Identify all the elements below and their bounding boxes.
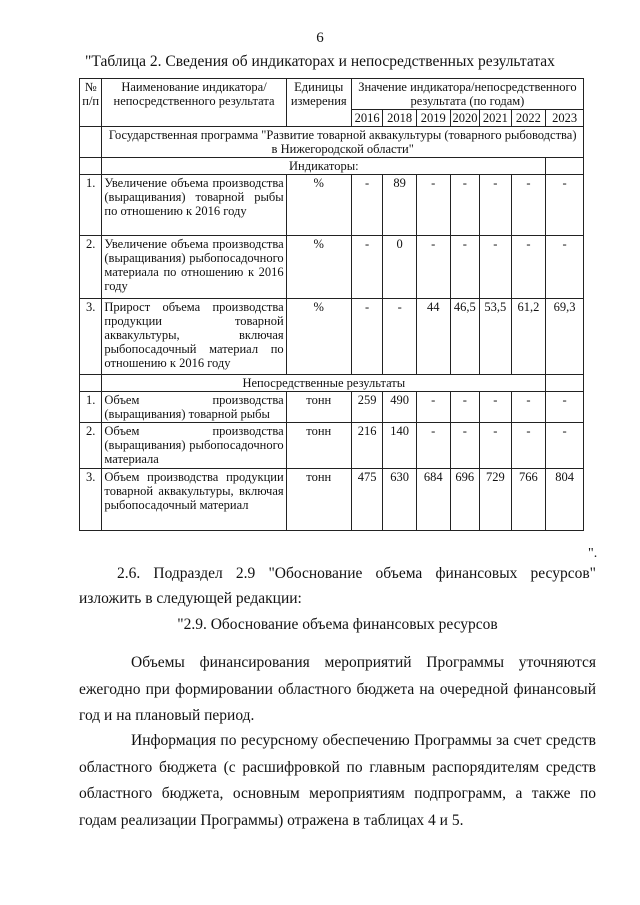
paragraph-resources: Информация по ресурсному обеспечению Программы за счет средств областного бюджета (с расшифровкой по главным распорядителям средств областного бюджета, основным мероприятиям подпрограмм, а также по годам реализации Программы) отражена в таблицах 4 и 5.: [79, 732, 596, 829]
year-cell: 2019: [416, 110, 450, 127]
value-cell: -: [351, 236, 383, 299]
value-cell: -: [383, 299, 417, 375]
row-unit: тонн: [286, 469, 351, 531]
row-number: 3.: [80, 469, 102, 531]
results-label: Непосредственные результаты: [102, 375, 546, 392]
value-cell: -: [351, 175, 383, 236]
indicators-label-row: [80, 158, 584, 175]
year-cell: 2018: [383, 110, 417, 127]
year-cell: 2020: [450, 110, 480, 127]
empty-cell: [80, 158, 102, 175]
value-cell: -: [416, 392, 450, 423]
value-cell: -: [351, 299, 383, 375]
value-cell: 53,5: [480, 299, 512, 375]
table-row: [80, 236, 584, 299]
row-unit: %: [286, 236, 351, 299]
header-num: № п/п: [80, 79, 102, 127]
value-cell: -: [511, 236, 546, 299]
year-cell: 2016: [351, 110, 383, 127]
table-row: [80, 175, 584, 236]
table-row: [80, 299, 584, 375]
value-cell: 475: [351, 469, 383, 531]
value-cell: 44: [416, 299, 450, 375]
row-unit: %: [286, 299, 351, 375]
value-cell: 61,2: [511, 299, 546, 375]
year-cell: 2021: [480, 110, 512, 127]
value-cell: -: [416, 175, 450, 236]
header-name: Наименование индикатора/непосредственного результата: [102, 79, 286, 127]
empty-cell: [546, 158, 584, 175]
empty-cell: [80, 375, 102, 392]
row-number: 1.: [80, 392, 102, 423]
program-title: Государственная программа "Развитие товарной аквакультуры (товарного рыбоводства) в Нижегородской области": [102, 127, 584, 158]
value-cell: -: [450, 175, 480, 236]
table-end-quote: ".: [588, 546, 598, 561]
value-cell: 259: [351, 392, 383, 423]
row-name: Увеличение объема производства (выращивания) товарной рыбы по отношению к 2016 году: [102, 175, 286, 236]
row-name: Увеличение объема производства (выращивания) рыбопосадочного материала по отношению к 2016 году: [102, 236, 286, 299]
empty-cell: [80, 127, 102, 158]
row-unit: тонн: [286, 423, 351, 469]
value-cell: 684: [416, 469, 450, 531]
empty-cell: [546, 375, 584, 392]
header-units: Единицы измерения: [286, 79, 351, 127]
table-row: [80, 423, 584, 469]
value-cell: -: [480, 236, 512, 299]
value-cell: 490: [383, 392, 417, 423]
indicators-table: [79, 78, 584, 531]
value-cell: -: [511, 423, 546, 469]
value-cell: -: [450, 423, 480, 469]
section-heading: "2.9. Обоснование объема финансовых ресурсов: [177, 616, 498, 633]
row-name: Объем производства продукции товарной аквакультуры, включая рыбопосадочный материал: [102, 469, 286, 531]
value-cell: 630: [383, 469, 417, 531]
row-number: 2.: [80, 236, 102, 299]
value-cell: 804: [546, 469, 584, 531]
program-row: [80, 127, 584, 158]
value-cell: -: [450, 392, 480, 423]
row-number: 3.: [80, 299, 102, 375]
value-cell: -: [546, 236, 584, 299]
year-cell: 2022: [511, 110, 546, 127]
value-cell: -: [511, 175, 546, 236]
indicators-label: Индикаторы:: [102, 158, 546, 175]
page-number: 6: [316, 30, 324, 46]
row-unit: тонн: [286, 392, 351, 423]
value-cell: -: [450, 236, 480, 299]
value-cell: 729: [480, 469, 512, 531]
value-cell: 89: [383, 175, 417, 236]
value-cell: -: [511, 392, 546, 423]
value-cell: -: [480, 392, 512, 423]
results-label-row: [80, 375, 584, 392]
value-cell: 140: [383, 423, 417, 469]
header-value-group: Значение индикатора/непосредственного результата (по годам): [351, 79, 583, 110]
value-cell: -: [480, 175, 512, 236]
row-name: Объем производства (выращивания) товарной рыбы: [102, 392, 286, 423]
value-cell: -: [546, 175, 584, 236]
value-cell: -: [416, 423, 450, 469]
value-cell: -: [546, 392, 584, 423]
value-cell: 0: [383, 236, 417, 299]
paragraph-amendment: 2.6. Подраздел 2.9 "Обоснование объема финансовых ресурсов" изложить в следующей редакции:: [79, 565, 596, 607]
table-row: [80, 392, 584, 423]
year-cell: 2023: [546, 110, 584, 127]
value-cell: -: [416, 236, 450, 299]
row-name: Объем производства (выращивания) рыбопосадочного материала: [102, 423, 286, 469]
row-number: 2.: [80, 423, 102, 469]
value-cell: -: [480, 423, 512, 469]
table-row: [80, 469, 584, 531]
value-cell: -: [546, 423, 584, 469]
row-unit: %: [286, 175, 351, 236]
table-title: "Таблица 2. Сведения об индикаторах и непосредственных результатах: [85, 53, 555, 70]
row-name: Прирост объема производства продукции товарной аквакультуры, включая рыбопосадочный материал по отношению к 2016 году: [102, 299, 286, 375]
value-cell: 46,5: [450, 299, 480, 375]
value-cell: 766: [511, 469, 546, 531]
value-cell: 696: [450, 469, 480, 531]
header-row: [80, 79, 584, 110]
row-number: 1.: [80, 175, 102, 236]
value-cell: 69,3: [546, 299, 584, 375]
paragraph-financing: Объемы финансирования мероприятий Программы уточняются ежегодно при формировании областного бюджета на очередной финансовый год и на плановый период.: [79, 654, 596, 724]
value-cell: 216: [351, 423, 383, 469]
